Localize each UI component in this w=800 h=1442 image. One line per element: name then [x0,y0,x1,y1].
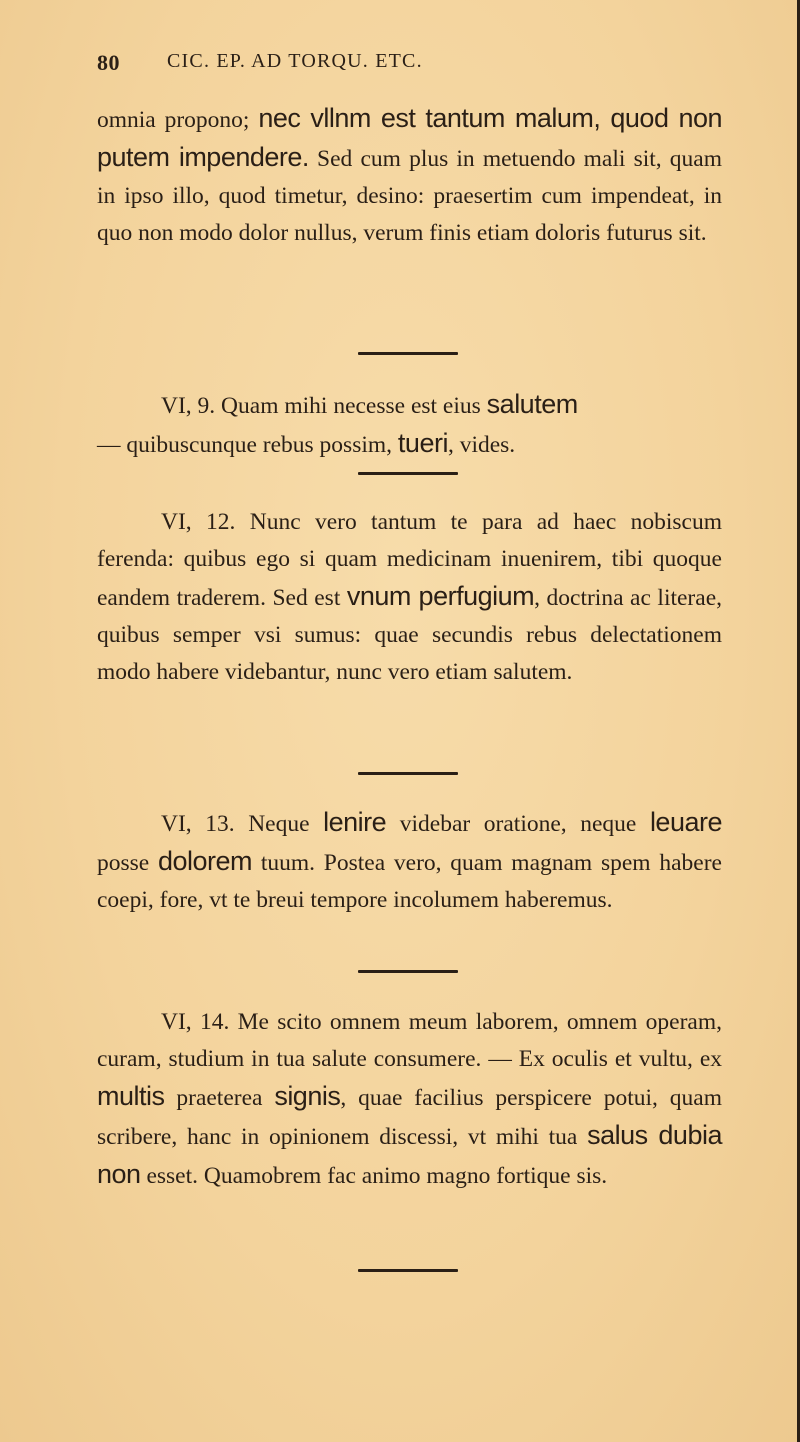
text: Quam mihi necesse est eius [215,393,487,419]
text: Neque [234,811,324,837]
emphasis-text: nec vllnm est tantum malum, [258,103,601,133]
text: tuum. Postea vero, quam magnam spem habere coepi, fore, vt te breui tempore incolumem haberemus. [97,850,722,913]
emphasis-text: salus dubia non [97,1120,722,1189]
running-title: CIC. EP. AD TORQU. ETC. [167,50,423,72]
text: posse [97,850,158,876]
text: praeterea [164,1085,275,1111]
text: , doctrina ac literae, quibus semper vsi sumus: quae secundis rebus delectationem modo habere videbantur, nunc vero etiam salutem. [97,585,722,685]
text: videbar oratione, neque [386,811,650,837]
text: esset. Quamobrem fac animo magno fortique sis. [140,1163,608,1189]
emphasis-text: lenire [323,807,387,837]
section-vi-14 [97,1004,722,1195]
emphasis-text: salutem [486,389,578,419]
section-vi-9 [97,386,722,464]
section-label: VI, 9. [161,393,216,419]
section-divider [358,970,458,973]
page-number: 80 [97,50,120,75]
section-label: VI, 12. [161,509,236,535]
page-header [97,50,717,76]
emphasis-text: vnum perfugium [346,581,535,611]
emphasis-text: multis [97,1081,165,1111]
section-divider [358,472,458,475]
text: Sed cum plus in metuendo mali sit, quam in ipso illo, quod timetur, desino: praesertim cum impendeat, in quo non modo dolor nullus, verum finis etiam doloris futurus sit. [97,146,723,246]
section-vi-12 [97,504,722,691]
section-continuation [97,100,722,252]
text: , vides. [447,432,516,458]
text: Nunc vero tantum te para ad haec nobiscum ferenda: quibus ego si quam medicinam inuenirem, tibi quoque eandem traderem. Sed est [97,509,722,611]
section-divider [358,1269,458,1272]
emphasis-text: signis [274,1081,341,1111]
section-divider [358,352,458,355]
section-vi-13 [97,804,722,919]
section-label: VI, 13. [161,811,235,837]
section-label: VI, 14. [161,1009,230,1035]
text: , quae facilius perspicere potui, quam scribere, hanc in opinionem discessi, vt mihi tua [97,1085,722,1150]
text: Me scito omnem meum laborem, omnem operam, curam, studium in tua salute consumere. — Ex oculis et vultu, ex [97,1009,723,1072]
emphasis-text: leuare [649,807,722,837]
section-divider [358,772,458,775]
emphasis-text: dolorem [158,846,253,876]
emphasis-text: tueri [397,428,448,458]
text: — quibuscunque rebus possim, [97,432,398,458]
emphasis-text: quod non putem impendere. [97,103,722,172]
text: omnia propono; [97,107,259,133]
